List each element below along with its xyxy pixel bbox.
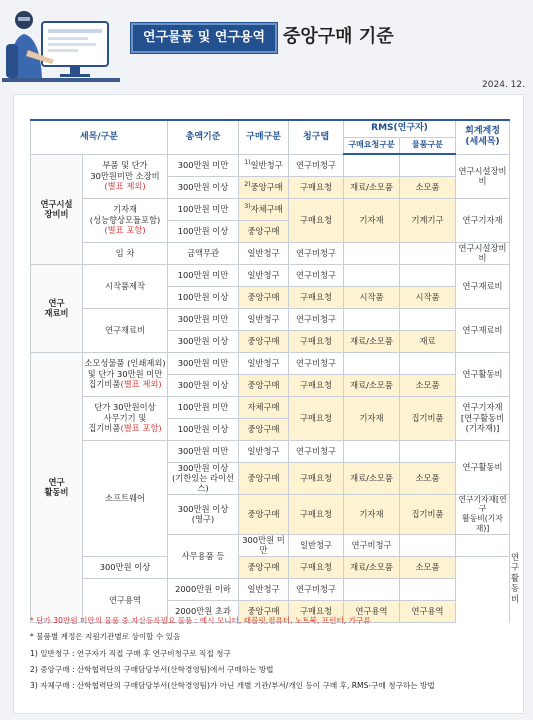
purchase-cell: 중앙구매 xyxy=(239,556,289,578)
researcher-at-computer-illustration xyxy=(2,4,120,90)
rms-request-cell: 시작품 xyxy=(344,286,400,308)
rms-request-cell: 재료/소모품 xyxy=(344,374,400,396)
item-research-service: 연구용역 xyxy=(83,578,168,622)
purchase-cell: $^{1)}$일반청구 xyxy=(239,154,289,176)
page-title: 중앙구매 기준 xyxy=(283,26,394,47)
item-office-supplies: 사무용품 등 xyxy=(168,534,239,578)
rms-item-cell: 연구용역 xyxy=(400,600,456,622)
header-total: 총액기준 xyxy=(168,120,239,154)
tab-cell: 연구비청구 xyxy=(289,308,344,330)
amount-cell: 300만원 이상 (영구) xyxy=(168,494,239,534)
rms-item-cell: 기계기구 xyxy=(400,198,456,242)
account-cell: 연구재료비 xyxy=(456,264,510,308)
amount-cell: 100만원 이상 xyxy=(168,220,239,242)
amount-cell: 300만원 이상 xyxy=(168,330,239,352)
note-self-purchase: 3) 자체구매 : 산학협력단의 구매담당부서(산학경영팀)가 아닌 개별 기관/부서/개인 등이 구매 후, RMS-구매 청구하는 방법 xyxy=(30,681,435,691)
tab-cell: 연구비청구 xyxy=(289,264,344,286)
purchase-cell: 중앙구매 xyxy=(239,374,289,396)
amount-cell: 100만원 미만 xyxy=(168,396,239,418)
empty-cell xyxy=(344,352,400,374)
amount-cell: 300만원 이상 xyxy=(168,374,239,396)
tab-cell: 구매요청 xyxy=(289,600,344,622)
purchase-cell: 중앙구매 xyxy=(239,494,289,534)
amount-cell: 100만원 미만 xyxy=(168,264,239,286)
rms-request-cell: 재료/소모품 xyxy=(344,462,400,494)
rms-item-cell: 소모품 xyxy=(400,374,456,396)
group-activity: 연구 활동비 xyxy=(31,352,83,622)
purchase-cell: 일반청구 xyxy=(289,534,344,556)
tab-cell: 연구비청구 xyxy=(344,534,400,556)
empty-cell xyxy=(344,440,400,462)
purchase-cell: 중앙구매 xyxy=(239,220,289,242)
item-parts: 부품 및 단가 30만원미만 소장비 (별표 제외) xyxy=(83,154,168,198)
purchase-cell: 일반청구 xyxy=(239,242,289,264)
tab-cell: 구매요청 xyxy=(289,286,344,308)
date-label: 2024. 12. xyxy=(482,80,525,90)
amount-cell: 300만원 미만 xyxy=(168,308,239,330)
empty-cell xyxy=(344,242,400,264)
tab-cell: 구매요청 xyxy=(289,198,344,242)
purchase-cell: 중앙구매 xyxy=(239,330,289,352)
purchase-cell: 자체구매 xyxy=(239,396,289,418)
group-material: 연구 재료비 xyxy=(31,264,83,352)
rms-request-cell: 재료/소모품 xyxy=(344,176,400,198)
header-rms-item: 물품구분 xyxy=(400,137,456,154)
amount-cell: 300만원 미만 xyxy=(239,534,289,556)
amount-cell: 2000만원 초과 xyxy=(168,600,239,622)
purchase-cell: 일반청구 xyxy=(239,264,289,286)
item-software: 소프트웨어 xyxy=(83,440,168,556)
purchase-cell: 일반청구 xyxy=(239,440,289,462)
tab-cell: 연구비청구 xyxy=(289,242,344,264)
empty-cell xyxy=(400,154,456,176)
group-facility: 연구시설 장비비 xyxy=(31,154,83,264)
account-cell: 연구기자재 xyxy=(456,198,510,242)
rms-request-cell: 기자재 xyxy=(344,198,400,242)
empty-cell xyxy=(344,264,400,286)
purchase-cell: 일반청구 xyxy=(239,308,289,330)
rms-request-cell: 기자재 xyxy=(344,494,400,534)
item-office-equipment: 단가 30만원이상 사무기기 및 집기비품(별표 포함) xyxy=(83,396,168,440)
purchase-cell: $^{2)}$중앙구매 xyxy=(239,176,289,198)
header-account: 회계계정 (세세목) xyxy=(456,120,510,154)
amount-cell: 금액무관 xyxy=(168,242,239,264)
tab-cell: 구매요청 xyxy=(289,374,344,396)
amount-cell: 300만원 미만 xyxy=(168,352,239,374)
empty-cell xyxy=(400,242,456,264)
purchase-cell: 중앙구매 xyxy=(239,286,289,308)
purchase-cell: 중앙구매 xyxy=(239,600,289,622)
amount-cell: 100만원 이상 xyxy=(168,418,239,440)
amount-cell: 300만원 이상 xyxy=(83,556,168,578)
purchase-cell: 중앙구매 xyxy=(239,418,289,440)
empty-cell xyxy=(400,534,456,556)
header-claim-tab: 청구탭 xyxy=(289,120,344,154)
amount-cell: 300만원 미만 xyxy=(168,440,239,462)
tab-cell: 연구비청구 xyxy=(289,352,344,374)
rms-item-cell: 집기비품 xyxy=(400,494,456,534)
amount-cell: 300만원 이상 (기한있는 라이선스) xyxy=(168,462,239,494)
item-prototype: 시작품제작 xyxy=(83,264,168,308)
title-badge: 연구물품 및 연구용역 xyxy=(131,23,277,53)
header-category: 세목/구분 xyxy=(31,120,168,154)
empty-cell xyxy=(344,578,400,600)
rms-request-cell: 연구용역 xyxy=(344,600,400,622)
account-cell: 연구시설장비비 xyxy=(456,154,510,198)
item-research-material: 연구재료비 xyxy=(83,308,168,352)
item-lease: 임 차 xyxy=(83,242,168,264)
rms-item-cell: 소모품 xyxy=(400,556,456,578)
amount-cell: 2000만원 이하 xyxy=(168,578,239,600)
tab-cell: 구매요청 xyxy=(289,462,344,494)
note-account-varies: * 물품별 계정은 지원기관별로 상이할 수 있음 xyxy=(30,632,181,642)
empty-cell xyxy=(456,534,510,556)
account-cell: 연구활동비 xyxy=(456,352,510,396)
tab-cell: 구매요청 xyxy=(289,330,344,352)
amount-cell: 100만원 미만 xyxy=(168,198,239,220)
empty-cell xyxy=(400,264,456,286)
content-card xyxy=(13,94,524,714)
purchase-cell: 중앙구매 xyxy=(239,462,289,494)
header-rms: RMS(연구자) xyxy=(344,120,456,137)
rms-request-cell: 재료/소모품 xyxy=(344,330,400,352)
tab-cell: 구매요청 xyxy=(289,556,344,578)
rms-item-cell: 소모품 xyxy=(400,462,456,494)
empty-cell xyxy=(400,308,456,330)
tab-cell: 구매요청 xyxy=(289,494,344,534)
item-consumables: 소모성물품 (인쇄제외) 및 단가 30만원 미만 집기비품(별표 제외) xyxy=(83,352,168,396)
purchase-cell: $^{3)}$자체구매 xyxy=(239,198,289,220)
tab-cell: 구매요청 xyxy=(289,176,344,198)
purchase-cell: 일반청구 xyxy=(239,352,289,374)
tab-cell: 연구비청구 xyxy=(289,578,344,600)
footnotes xyxy=(30,617,510,699)
note-asset-items: * 단가 30만원 미만의 물품 중 자산등록필요 물품 : 예시 모니터, 태블릿,컴퓨터, 노트북, 프린터, 가구류 xyxy=(30,616,371,625)
account-cell: 연구기자재[연구 활동비(기자재)] xyxy=(456,494,510,534)
rms-item-cell: 시작품 xyxy=(400,286,456,308)
rms-item-cell: 집기비품 xyxy=(400,396,456,440)
header-purchase-type: 구매구분 xyxy=(239,120,289,154)
amount-cell: 300만원 이상 xyxy=(168,176,239,198)
rms-item-cell: 재료 xyxy=(400,330,456,352)
tab-cell: 구매요청 xyxy=(289,396,344,440)
empty-cell xyxy=(400,440,456,462)
amount-cell: 300만원 미만 xyxy=(168,154,239,176)
empty-cell xyxy=(344,154,400,176)
account-cell: 연구시설장비비 xyxy=(456,242,510,264)
amount-cell: 100만원 이상 xyxy=(168,286,239,308)
rms-item-cell: 소모품 xyxy=(400,176,456,198)
tab-cell: 연구비청구 xyxy=(289,154,344,176)
empty-cell xyxy=(344,308,400,330)
purchase-criteria-table: 세목/구분 총액기준 구매구분 청구탭 RMS(연구자) 회계계정 (세세목) 구매요청구분 물품구분 연구시설 장비비 부품 및 단가 30만원미만 소장비 (별표 제외) 300만원 미만 $^{1)}$일반청구 연구비청구 연구시설장비비 300만원 이상 $^{2)}$중앙구매 구매요청 재료/소모품 소모품 기자재 (성능향상모듈포함) (별표 포함) 100만원 미만 $^{3)}$자체구매 구매요청 기자재 기계기구 연구기자재 100만원 이상 중앙구매 임 차 금액무관 일반청구 연구비청구 연구시설장비비 연구 재료비 시작품제작 100만원 미만 일반청구 연구비청구 연구재료비 100만원 이상 중앙구매 구매요청 시작품 시작품 연구재료비 300만원 미만 일반청구 연구비청구 연구재료비 300만원 이상 중앙구매 구매요청 재료/소모품 재료 연구 활동비 소모성물품 (인쇄제외) 및 단가 30만원 미만 집기비품(별표 제외) 300만원 미만 일반청구 연구비청구 연구활동비 300만원 이상 중앙구매 구매요청 재료/소모품 소모품 단가 30만원이상 사무기기 및 집기비품(별표 포함) 100만원 미만 자체구매 구매요청 기자재 집기비품 연구기자재 [연구활동비 (기자재)] 100만원 이상 중앙구매 소프트웨어 300만원 미만 일반청구 연구비청구 연구활동비 300만원 이상 (기한있는 라이선스) 중앙구매 구매요청 재료/소모품 소모품 300만원 이상 (영구) 중앙구매 구매요청 기자재 집기비품 연구기자재[연구 활동비(기자재)] 사무용품 등 300만원 미만 일반청구 연구비청구 연구활동비 300만원 이상 중앙구매 구매요청 재료/소모품 소모품 연구용역 2000만원 이하 일반청구 연구비청구 2000만원 초과 중앙구매 구매요청 연구용역 연구용역 xyxy=(30,119,510,623)
item-equipment: 기자재 (성능향상모듈포함) (별표 포함) xyxy=(83,198,168,242)
note-general-claim: 1) 일반청구 : 연구자가 직접 구매 후 연구비청구로 직접 청구 xyxy=(30,648,231,658)
note-central-purchase: 2) 중앙구매 : 산학협력단의 구매담당부서(산학경영팀)에서 구매하는 방법 xyxy=(30,665,274,675)
empty-cell xyxy=(400,578,456,600)
account-cell: 연구재료비 xyxy=(456,308,510,352)
header-rms-request: 구매요청구분 xyxy=(344,137,400,154)
empty-cell xyxy=(400,352,456,374)
purchase-cell: 일반청구 xyxy=(239,578,289,600)
account-cell: 연구기자재 [연구활동비 (기자재)] xyxy=(456,396,510,440)
page-header xyxy=(0,0,533,92)
tab-cell: 연구비청구 xyxy=(289,440,344,462)
rms-request-cell: 재료/소모품 xyxy=(344,556,400,578)
rms-request-cell: 기자재 xyxy=(344,396,400,440)
account-cell: 연구활동비 xyxy=(456,440,510,494)
